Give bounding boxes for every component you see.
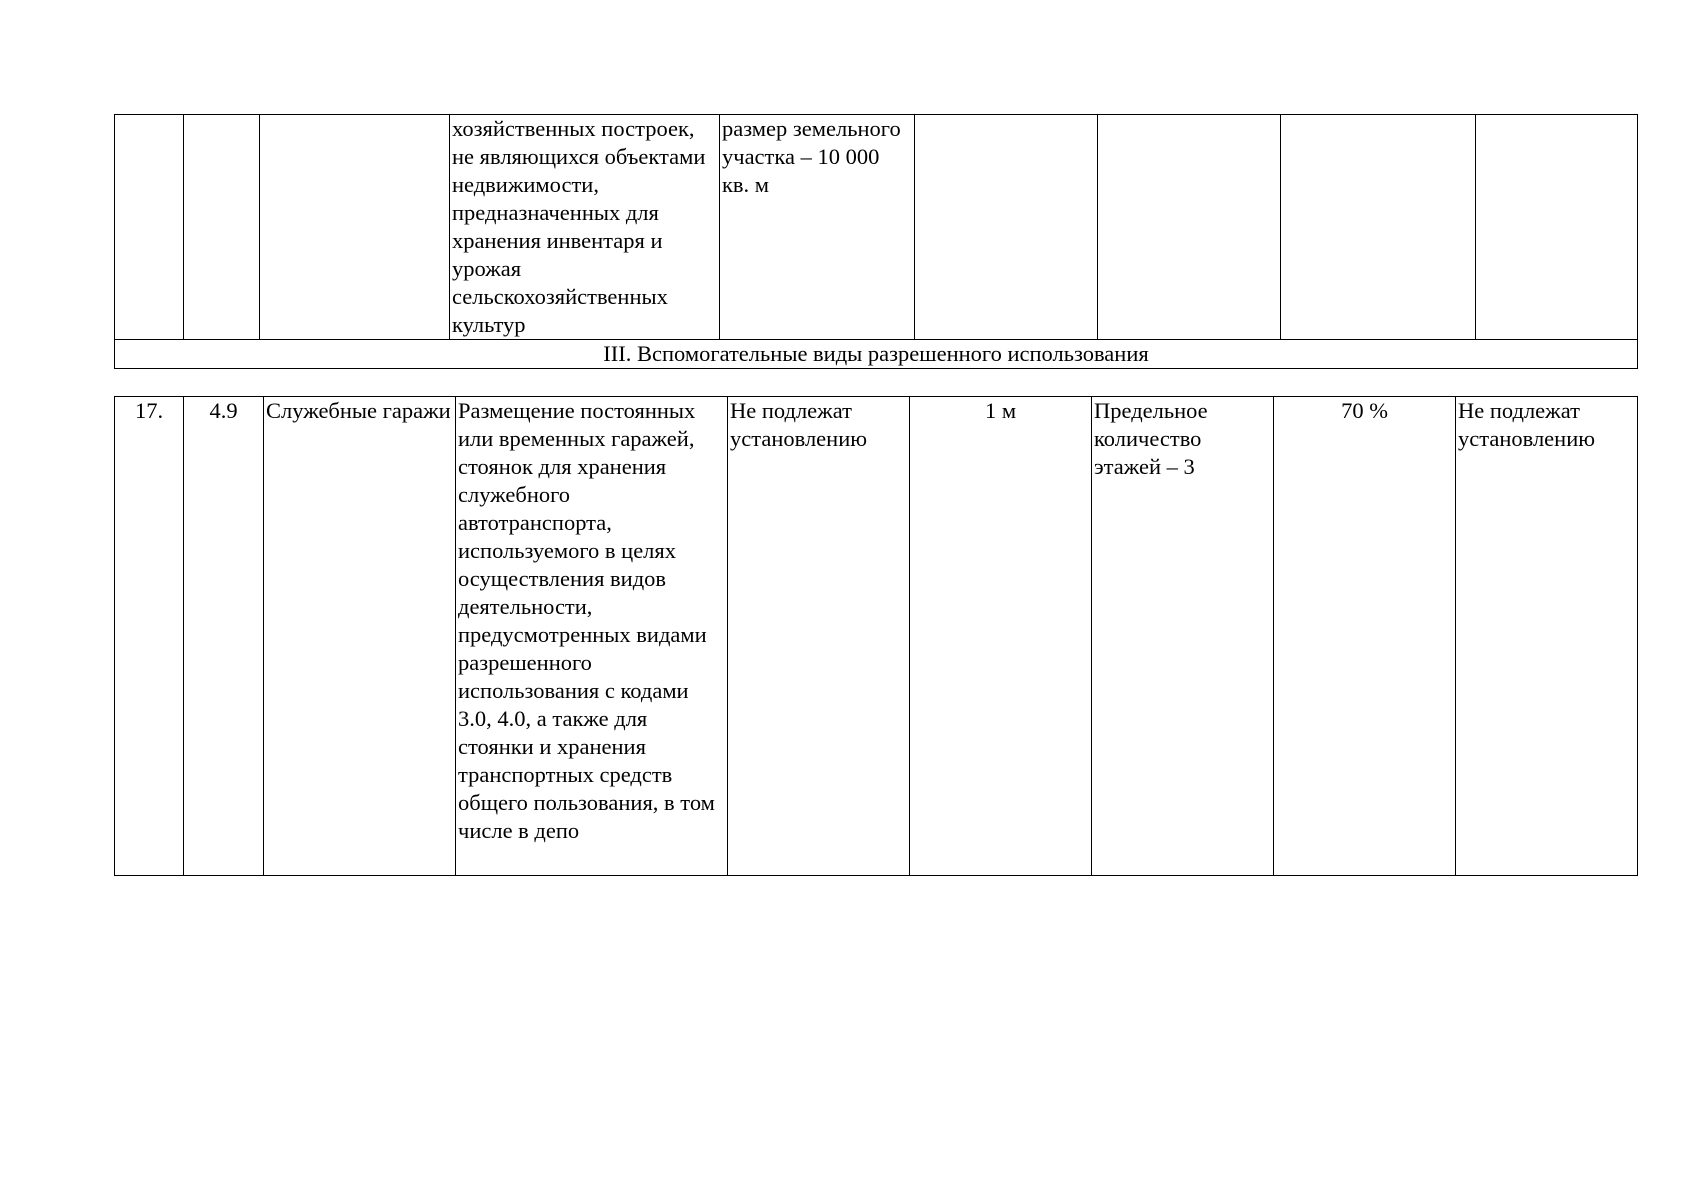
section-title: III. Вспомогательные виды разрешенного использования: [115, 340, 1638, 369]
cell-plot-size: размер земельного участка – 10 000 кв. м: [720, 115, 915, 340]
table-row: [115, 115, 1638, 340]
row-description: Размещение постоянных или временных гаражей, стоянок для хранения служебного автотранспорта, используемого в целях осуществления видов деятельности, предусмотренных видами разрешенного использования с кодами 3.0, 4.0, а также для стоянки и хранения транспортных средств общего пользования, в том числе в депо: [456, 397, 728, 876]
row-max-floors: Предельное количество этажей – 3: [1092, 397, 1274, 876]
section-header-row: [115, 340, 1638, 369]
cell-setback: [915, 115, 1098, 340]
row-plot-size: Не подлежат установлению: [728, 397, 910, 876]
regulations-table-continuation: [114, 114, 1638, 369]
row-code: 4.9: [184, 397, 264, 876]
cell-description: хозяйственных построек, не являющихся объектами недвижимости, предназначенных для хранения инвентаря и урожая сельскохозяйственных культур: [450, 115, 720, 340]
table-row: [115, 397, 1638, 876]
cell-coverage: [1281, 115, 1476, 340]
row-max-coverage: 70 %: [1274, 397, 1456, 876]
row-other-params: Не подлежат установлению: [1456, 397, 1638, 876]
regulations-table: [114, 396, 1638, 876]
row-min-setback: 1 м: [910, 397, 1092, 876]
cell-name: [260, 115, 450, 340]
cell-number: [115, 115, 184, 340]
row-name: Служебные гаражи: [264, 397, 456, 876]
cell-other: [1476, 115, 1638, 340]
cell-floors: [1098, 115, 1281, 340]
row-number: 17.: [115, 397, 184, 876]
cell-code: [184, 115, 260, 340]
